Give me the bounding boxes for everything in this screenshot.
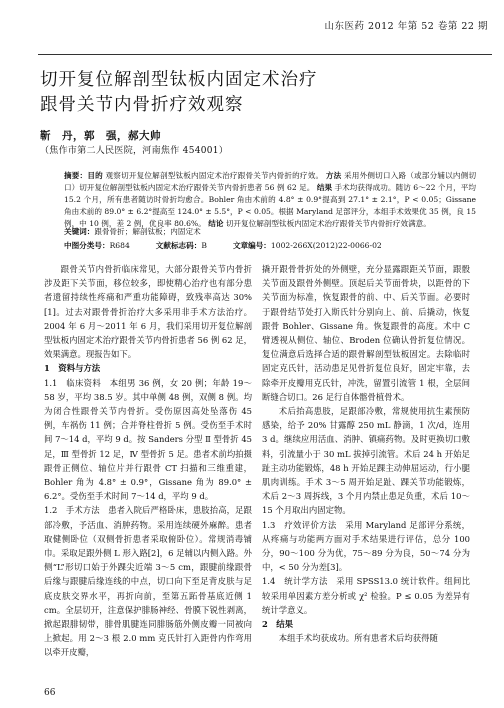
- article-title: [40, 68, 470, 118]
- objective-label: 目的: [87, 171, 103, 180]
- doc-code: [156, 240, 207, 251]
- section-1-2: 1.2 手术方法 患者入院后严格卧床，患肢抬高，足跟部冷敷，予活血、消肿药物。采用连续硬外麻醉。患者取健侧卧位（双侧骨折患者采取俯卧位）。常规消毒铺巾。采取足跟外侧 L 形入路[2]，6 足辅以内侧入路。外侧“L”形切口始于外踝尖近端 3～5 cm，跟腱前缘跟骨后缘与跟腱后缘连线的中点，切口向下至足背皮肤与足底皮肤交界水平，再折向前，至第五跖骨基底近侧 1 cm。全层切开，注意保护腓肠神经、骨膜下锐性剥离，掀起跟腓韧带，腓骨肌腱连同腓肠筋外侧皮瓣一同被向上掀起。用 2～3 根 2.0 mm 克氏针打入距骨内作弯用以牵开皮瓣，: [44, 505, 252, 658]
- title-line-1: 切开复位解剖型钛板内固定术治疗: [40, 70, 318, 90]
- method-text: 采用外侧切口入路（或部分辅以内侧切口）切开复位解剖型钛板内固定术治疗跟骨关节内骨折患者 56 例 62 足。: [64, 171, 477, 192]
- body-right-column: [262, 262, 470, 645]
- objective-text: 观察切开复位解剖型钛板内固定术治疗跟骨关节内骨折的疗效。: [105, 171, 324, 180]
- results-paragraph: 本组手术均获成功。所有患者术后均获得随: [278, 633, 438, 644]
- affiliation: （焦作市第二人民医院，河南焦作 454001）: [40, 146, 229, 156]
- running-header: [0, 18, 504, 40]
- article-no-label: 文章编号：: [232, 241, 271, 250]
- header-rule: [38, 54, 492, 55]
- classification-row: [64, 240, 476, 251]
- intro-paragraph: 跟骨关节内骨折临床常见，大部分跟骨关节内骨折涉及距下关节面，移位较多，即使精心治疗也有部分患者遗留持续性疼痛和严重功能障碍，致残率高达 30%[1]。过去对跟骨骨折治疗大多采用非手术方法治疗。2004 年 6 月～2011 年 6 月，我们采用切开复位解剖型钛板内固定术治疗跟骨关节内骨折患者 56 例 62 足，效果满意。现报告如下。: [44, 264, 252, 360]
- section-2-heading: 2 结果: [262, 619, 293, 630]
- section-1-heading: 1 资料与方法: [44, 363, 101, 374]
- body-left-column: [44, 262, 252, 660]
- section-1-3: 1.3 疗效评价方法 采用 Maryland 足部评分系统，从疼痛与功能两方面对手术结果进行评估，总分 100 分，90～100 分为优，75～89 分为良，50～74 分为中，< 50 分为差[3]。: [262, 519, 470, 573]
- authors: 靳 丹，郭 强，郝大帅: [40, 130, 161, 142]
- result-text: 手术均获得成功。随访 6～22 个月，平均 15.2 个月，所有患者随访时骨折均愈合。Bohler 角由术前的 4.8° ± 0.9°提高到 27.1° ± 2.1°，P < 0.05；Gissane 角由术前的 89.0° ± 6.2°提高至 124.0° ± 5.5°，P < 0.05。根据 Maryland 足部评分，本组手术效果优 35 例，良 15 例，中 10 例，差 2 例，优良率 80.6%。: [64, 183, 476, 228]
- keywords: [64, 226, 476, 237]
- section-1-4: 1.4 统计学方法 采用 SPSS13.0 统计软件。组间比较采用单因素方差分析或 χ² 检验。P ≤ 0.05 为差异有统计学意义。: [262, 576, 470, 615]
- result-label: 结果: [316, 183, 333, 192]
- postop-paragraph: 术后抬高患肢，足跟部冷敷，常规使用抗生素预防感染，给予 20% 甘露醇 250 mL 静滴，1 次/d，连用 3 d。继续应用活血、消肿、镇痛药物。及时更换切口敷料，引流量小于 30 mL 拔掉引流管。术后 24 h 开始足趾主动功能锻炼，48 h 开始足踝主动伸屈运动，行小腿肌肉训练。手术 3～5 周开始足趾、踝关节功能锻炼，术后 2～3 周拆线，3 个月内禁止患足负重，术后 10～15 个月取出内固定物。: [262, 406, 470, 516]
- title-line-2: 跟骨关节内骨折疗效观察: [40, 95, 244, 115]
- clc-value: R684: [109, 241, 130, 250]
- conclusion-label: 结论: [208, 219, 224, 228]
- clc: [64, 240, 130, 251]
- journal-info: 山东医药 2012 年第 52 卷第 22 期: [324, 21, 488, 32]
- method-continued: 撬开跟骨骨折处的外侧壁，充分显露跟距关节面，跟骰关节面及跟骨外侧壁。顶起后关节面骨块，以距骨的下关节面为标准，恢复跟骨的前、中、后关节面。必要时于跟骨结节处打入斯氏针分别向上、前、后撬动，恢复跟骨 Bohler、Gissane 角。恢复跟骨的高度。术中 C 臂透视从侧位、轴位、Broden 位确认骨折复位情况。复位满意后选择合适的跟骨解剖型钛板固定。去除临时固定克氏针，活动患足见骨折复位良好，固定牢靠，去除牵开皮瓣用克氏针，冲洗，留置引流管 1 根，全层间断缝合切口。26 足行自体髂骨植骨术。: [262, 264, 470, 402]
- clc-label: 中图分类号：: [64, 241, 110, 250]
- abstract: [64, 170, 476, 230]
- keywords-text: 跟骨骨折；解剖钛板；内固定术: [94, 227, 201, 236]
- conclusion-text: 切开复位解剖型钛板内固定术治疗跟骨关节内骨折疗效满意。: [225, 219, 431, 228]
- doc-code-label: 文献标志码：: [155, 241, 202, 250]
- page-number: 66: [44, 688, 56, 698]
- doc-code-value: B: [201, 241, 207, 250]
- keywords-label: 关键词：: [64, 227, 95, 236]
- method-label: 方法: [325, 171, 342, 180]
- section-1-1: 1.1 临床资料 本组男 36 例，女 20 例；年龄 19～58 岁，平均 38.5 岁。其中单侧 48 例，双侧 8 例。均为闭合性跟骨关节内骨折。受伤原因高处坠落伤 45 例，车祸伤 11 例；合并脊柱骨折 5 例。受伤至手术时间 7～14 d，平均 9 d。按 Sanders 分型 Ⅱ 型骨折 45 足，Ⅲ 型骨折 12 足，Ⅳ 型骨折 5 足。患者术前均拍摄跟骨正侧位、轴位片并行跟骨 CT 扫描和三维重建，Bohler 角为 4.8° ± 0.9°，Gissane 角为 89.0° ± 6.2°。受伤至手术时间 7～14 d，平均 9 d。: [44, 377, 252, 502]
- article-no-value: 1002-266X(2012)22-0066-02: [270, 241, 382, 250]
- abstract-label: 摘要：: [64, 171, 88, 180]
- article-no: [233, 240, 382, 251]
